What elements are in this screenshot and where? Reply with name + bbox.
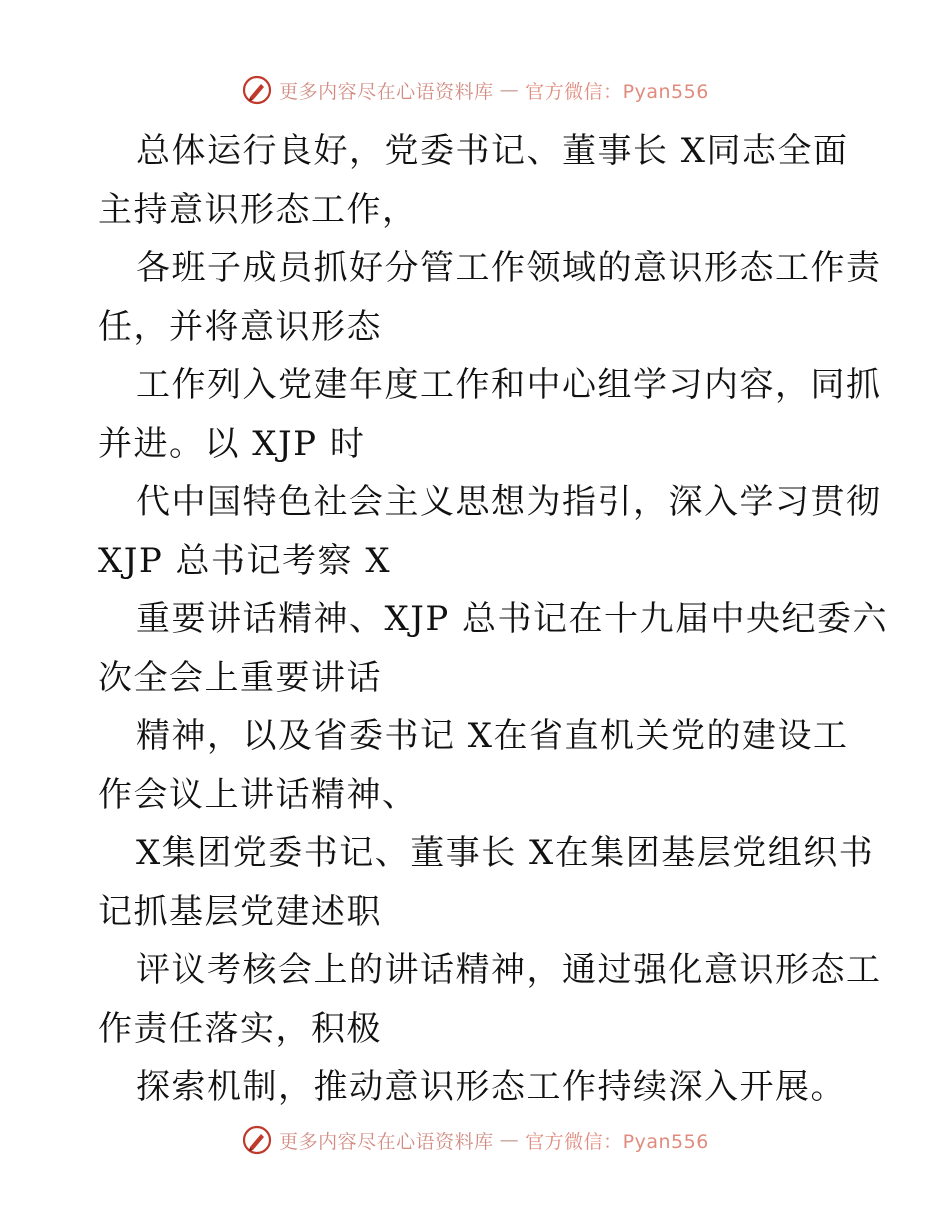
body-line: 精神，以及省委书记 X在省直机关党的建设工 — [136, 716, 849, 756]
watermark-separator: — — [499, 79, 520, 101]
body-line: 总体运行良好，党委书记、董事长 X同志全面 — [136, 131, 849, 171]
body-line: 作会议上讲话精神、 — [98, 774, 418, 815]
watermark-text: 更多内容尽在心语资料库 — [279, 1130, 494, 1153]
body-line: 次全会上重要讲话 — [98, 657, 382, 698]
body-line: 任，并将意识形态 — [98, 306, 382, 347]
body-line: 并进。以 XJP 时 — [98, 423, 366, 464]
body-line: X集团党委书记、董事长 X在集团基层党组织书 — [136, 833, 875, 873]
body-line: XJP 总书记考察 X — [98, 540, 392, 581]
pen-logo-icon — [241, 74, 273, 106]
document-body — [98, 122, 889, 1117]
pen-logo-icon — [241, 1124, 273, 1156]
body-line: 作责任落实，积极 — [98, 1008, 382, 1049]
watermark-text: 更多内容尽在心语资料库 — [279, 80, 494, 103]
body-line: 评议考核会上的讲话精神，通过强化意识形态工 — [136, 950, 882, 990]
watermark-contact: 官方微信：Pyan556 — [525, 1130, 709, 1153]
footer-watermark — [0, 1120, 950, 1160]
body-line: 代中国特色社会主义思想为指引，深入学习贯彻 — [136, 482, 882, 522]
watermark-separator: — — [499, 1129, 520, 1151]
body-line: 记抓基层党建述职 — [98, 891, 382, 932]
body-line: 重要讲话精神、XJP 总书记在十九届中央纪委六 — [136, 599, 889, 639]
body-line: 各班子成员抓好分管工作领域的意识形态工作责 — [136, 248, 882, 288]
body-line: 工作列入党建年度工作和中心组学习内容，同抓 — [136, 365, 882, 405]
body-line: 主持意识形态工作， — [98, 189, 418, 230]
body-line: 探索机制，推动意识形态工作持续深入开展。 — [136, 1067, 846, 1107]
header-watermark — [0, 70, 950, 110]
watermark-contact: 官方微信：Pyan556 — [525, 80, 709, 103]
